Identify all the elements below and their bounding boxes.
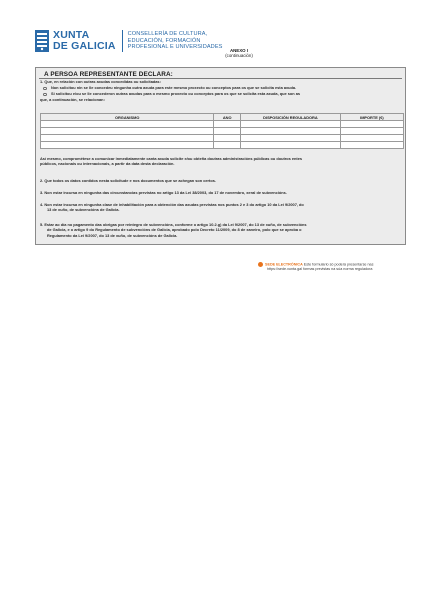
table-row — [41, 142, 404, 149]
regulation-cell[interactable] — [241, 128, 341, 135]
amount-cell[interactable] — [340, 121, 403, 128]
item-5-line-2: de Galicia, e o artigo 9 do Regulamento de subvencións de Galicia, aprobado polo Decreto 11/2009, do 8 de xaneiro, polo que se aproba o — [47, 227, 302, 233]
other-aid-table — [40, 113, 404, 149]
organism-cell[interactable] — [41, 135, 214, 142]
regulation-cell[interactable] — [241, 121, 341, 128]
radio-requested[interactable] — [43, 93, 47, 97]
logo-line-1: XUNTA — [53, 29, 90, 41]
declaration-item-2: 2. Que todos os datos contidos nesta solicitude e nos documentos que se achegan son certos. — [40, 178, 216, 183]
column-header-year: ANO — [214, 114, 241, 121]
radio-not-requested[interactable] — [43, 87, 47, 91]
organism-cell[interactable] — [41, 142, 214, 149]
amount-cell[interactable] — [340, 142, 403, 149]
column-header-amount: IMPORTE (€) — [340, 114, 403, 121]
item-4-line-2: 13 de xuño, de subvencións de Galicia. — [47, 207, 120, 213]
declaration-item-4 — [40, 202, 402, 213]
table-row — [41, 135, 404, 142]
year-cell[interactable] — [214, 142, 241, 149]
declaration-item-5 — [40, 222, 402, 238]
department-line-1: CONSELLERÍA DE CULTURA, — [127, 31, 208, 38]
item-4-line-1: 4. Non estar incursa en ningunha clase de inhabilitación para a obtención das axudas previstas nos puntos 2 e 3 do artigo 10 da Lei 9/2007, do — [40, 202, 304, 207]
sede-url-link[interactable]: https://sede.xunta.gal — [267, 267, 303, 272]
year-cell[interactable] — [214, 121, 241, 128]
commitment-paragraph — [40, 156, 402, 167]
declaration-item-3: 3. Non estar incursa en ningunha das circunstancias previstas no artigo 13 da Lei 38/2003, do 17 de novembro, xeral de subvencións. — [40, 190, 287, 195]
item-5-line-1: 5. Estar ao día no pagamento das obrigas por reintegro de subvencións, conforme o artigo 10.2.g) da Lei 9/2007, do 13 de xuño, de subvencións — [40, 222, 307, 227]
column-header-organism: ORGANISMO — [41, 114, 214, 121]
organism-cell[interactable] — [41, 121, 214, 128]
xunta-emblem-icon — [35, 30, 49, 52]
sede-name: SEDE ELECTRÓNICA — [265, 262, 303, 267]
logo-line-2: DE GALICIA — [53, 40, 116, 52]
column-header-regulation: DISPOSICIÓN REGULADORA — [241, 114, 341, 121]
form-footer — [258, 262, 408, 272]
department-line-2: EDUCACIÓN, FORMACIÓN — [127, 37, 201, 44]
department-name — [128, 31, 223, 51]
annex-label — [214, 48, 264, 59]
option-requested-label-2: que, a continuación, se relacionan: — [40, 96, 105, 102]
commitment-line-2: públicos, nacionais ou internacionais, a partir da data desta declaración. — [40, 161, 175, 167]
declaration-item-1: 1. Que, en relación con outras axudas concedidas ou solicitadas: — [40, 79, 161, 84]
year-cell[interactable] — [214, 128, 241, 135]
annex-title: ANEXO I — [229, 48, 249, 53]
regulation-cell[interactable] — [241, 142, 341, 149]
option-requested-label-1: Si solicitou e/ou se lle concederon outras axudas para o mesmo proxecto ou conceptos para os que se solicita esta axuda, que son as — [51, 91, 301, 96]
table-header-row — [41, 114, 404, 121]
amount-cell[interactable] — [340, 135, 403, 142]
footer-line-2 — [258, 267, 408, 272]
organism-cell[interactable] — [41, 128, 214, 135]
section-title: A PERSOA REPRESENTANTE DECLARA: — [44, 71, 173, 78]
xunta-logo — [35, 30, 222, 52]
regulation-cell[interactable] — [241, 135, 341, 142]
logo-wordmark — [53, 30, 116, 52]
amount-cell[interactable] — [340, 128, 403, 135]
department-line-3: PROFESIONAL E UNIVERSIDADES — [127, 44, 223, 51]
commitment-line-1: Así mesmo, comprométese a comunicar inmediatamente canta axuda solicite e/ou obteña doutras administracións públicas ou doutros entes — [40, 156, 303, 161]
footer-text-2: formas previstas na súa norma reguladora — [303, 267, 373, 272]
option-not-requested-label: Non solicitou nin se lle concedeu ningunha outra axuda para este mesmo proxecto ou conceptos para os que se solicita esta axuda. — [51, 85, 297, 90]
logo-divider — [122, 30, 123, 52]
footer-text-1: Este formulario só poderá presentarse nas — [303, 262, 374, 267]
table-row — [41, 121, 404, 128]
table-row — [41, 128, 404, 135]
sede-electronica-icon — [258, 262, 263, 267]
item-5-line-3: Regulamento da Lei 9/2007, do 13 de xuño, de subvencións de Galicia. — [47, 232, 178, 238]
declaration-section — [35, 67, 406, 245]
year-cell[interactable] — [214, 135, 241, 142]
annex-subtitle: (continuación) — [225, 53, 253, 59]
